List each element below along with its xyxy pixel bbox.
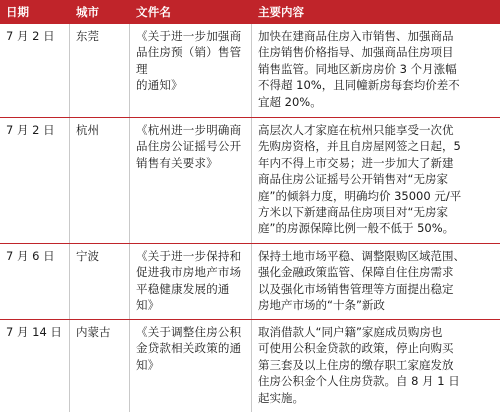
row-city: 东莞	[70, 24, 130, 117]
header-doc: 文件名	[136, 5, 172, 19]
row-doc: 《关于进一步保持和 促进我市房地产市场 平稳健康发展的通知》	[130, 244, 252, 319]
row-city: 杭州	[70, 118, 130, 243]
header-date: 日期	[6, 5, 29, 19]
row-date: 7 月 2 日	[0, 118, 70, 243]
row-city: 宁波	[70, 244, 130, 319]
table-row	[0, 118, 500, 244]
row-doc: 《关于进一步加强商 品住房预（销）售管理 的通知》	[130, 24, 252, 117]
header-main: 主要内容	[258, 5, 304, 19]
row-date: 7 月 14 日	[0, 320, 70, 412]
table-row	[0, 24, 500, 118]
row-main: 高层次人才家庭在杭州只能享受一次优 先购房资格，并且自房屋网签之日起，5 年内不得上市交易；进一步加大了新建 商品住房公证摇号公开销售对“无房家 庭”的倾斜力度，明确均价 35000 元/平 方米以下新建商品住房项目对“无房家 庭”的房源保障比例一般不低于 50%。	[258, 123, 462, 236]
row-main: 取消借款人“同户籍”家庭成员购房也 可使用公积金贷款的政策，停止向购买 第三套及以上住房的缴存职工家庭发放 住房公积金个人住房贷款。自 8 月 1 日 起实施。	[258, 325, 460, 405]
row-city: 内蒙古	[70, 320, 130, 412]
row-date: 7 月 6 日	[0, 244, 70, 319]
table-row	[0, 244, 500, 320]
row-main: 保持土地市场平稳、调整限购区域范围、 强化金融政策监管、保障自住住房需求 以及强化市场销售管理等方面提出稳定 房地产市场的“十条”新政	[258, 249, 465, 313]
row-doc: 《杭州进一步明确商 品住房公证摇号公开 销售有关要求》	[130, 118, 252, 243]
row-main: 加快在建商品住房入市销售、加强商品 住房销售价格指导、加强商品住房项目 销售监管。同地区新房房价 3 个月涨幅 不得超 10%，且同幢新房每套均价差不 宜超 20%。	[258, 29, 460, 109]
row-date: 7 月 2 日	[0, 24, 70, 117]
header-city: 城市	[76, 5, 99, 19]
table-row	[0, 320, 500, 412]
row-doc: 《关于调整住房公积 金贷款相关政策的通 知》	[130, 320, 252, 412]
table-header	[0, 0, 500, 24]
